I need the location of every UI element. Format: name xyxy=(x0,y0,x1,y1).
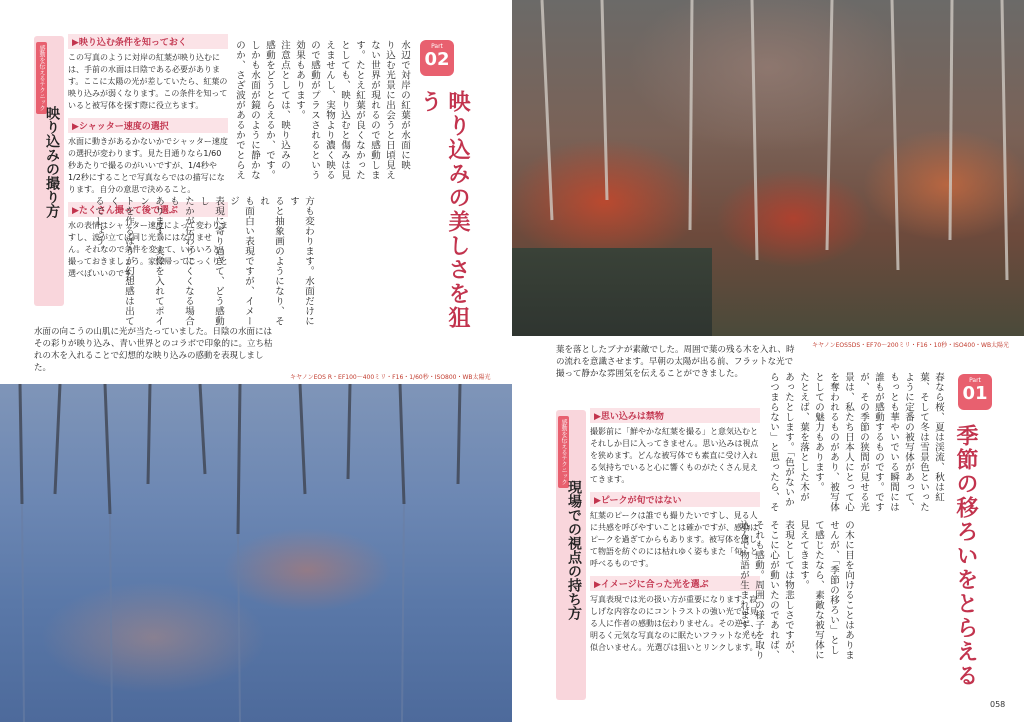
tip-heading: ▶思い込みは禁物 xyxy=(590,408,760,423)
body-text-right-lower xyxy=(738,520,856,670)
body-line: としても、映り込むと傷みは見 xyxy=(339,40,350,180)
part-number: 01 xyxy=(962,383,988,404)
part-number: 02 xyxy=(424,49,450,70)
body-line: せんが、「季節の移ろい」とし xyxy=(828,520,839,656)
photo-credit-right: キヤノンEOS5DS・EF70〜200ミリ・F16・10秒・ISO400・WB太陽光 xyxy=(812,342,1010,349)
technique-tag: 感動を伝えるテクニック xyxy=(558,416,569,488)
body-line: り込む光景に出会うと日頃見え xyxy=(384,40,395,180)
body-line: す。たとえ紅葉が良くなかった xyxy=(354,40,365,180)
body-line: としての魅力もあります。 xyxy=(813,372,824,492)
tips-right xyxy=(590,408,760,660)
tip-body: 水面に動きがあるかないかでシャッター速度の選択が変わります。見た目通りなら1/60秒あたりで撮るのがいいですが、1/4秒や1/2秒にすることで写真ならではの描写になります。自分の意思で決めること。 xyxy=(68,137,228,194)
technique-box-right xyxy=(556,410,586,700)
body-line: ように定番の被写体があって、 xyxy=(903,372,914,512)
body-line: そこに心が動いたのであれば、 xyxy=(768,520,779,660)
body-line: たとえば、葉を落とした木が xyxy=(798,372,809,502)
body-line: のか、さざ波があるかでとらえ xyxy=(234,40,245,180)
right-page xyxy=(512,0,1024,722)
body-line: の木に目を向けることはありま xyxy=(843,520,854,660)
tip-body: この写真のように対岸の紅葉が映り込むには、手前の水面は日陰である必要があります。ここに太陽の光が差していたら、紅葉の映り込みが弱くなります。この条件を知っていると被写体を探す際に役立ちます。 xyxy=(68,53,228,110)
body-line: 方も変わります。水面だけにす xyxy=(288,196,314,326)
tip-heading: ▶たくさん撮って後で選ぶ xyxy=(68,202,228,217)
technique-tag: 感動を伝えるテクニック xyxy=(36,42,47,114)
body-line: しかも水面が鏡のように静かな xyxy=(249,40,260,180)
tip-heading: ▶ピークが旬ではない xyxy=(590,492,760,507)
part-badge-right xyxy=(958,374,992,410)
body-line: 込んで物語が生まれます。 xyxy=(738,520,749,640)
tip-heading: ▶映り込む条件を知っておく xyxy=(68,34,228,49)
body-line: 感動をどうとらえるか、です。 xyxy=(264,40,275,180)
page-number: 058 xyxy=(990,700,1006,709)
body-line: 景は、私たち日本人にとって心 xyxy=(843,372,854,512)
headline-left: 映り込みの美しさを狙う xyxy=(417,90,471,330)
technique-box-left xyxy=(34,36,64,306)
tip-body: 水の表情はシャッター速度によって変わりますし、波が立てば同じ光景にはなりません。それなので条件を変えて、いろいろと撮っておきましょう。家に帰ってじっくりと選べばいいのです。 xyxy=(68,221,228,278)
body-line: トを作るほうが幻想感は出てく xyxy=(108,196,134,326)
photo-caption-right: 葉を落としたブナが素敵でした。周囲で葉の残る木を入れ、時の流れを意識させます。早朝の太陽が出る前、フラットな光で撮って静かな雰囲気を伝えることができました。 xyxy=(556,345,795,379)
body-line: 見えてきます。 xyxy=(798,520,809,590)
body-line: 表現としては物悲しさですが、 xyxy=(783,520,794,660)
body-line: を奪われるものがあり、被写体 xyxy=(828,372,839,512)
body-line: ので感動がプラスされるという xyxy=(309,40,320,180)
body-line: 春なら桜、夏は渓流、秋は紅 xyxy=(933,372,944,502)
photo-credit-left: キヤノンEOS R・EF100〜400ミリ・F16・1/60秒・ISO800・WB太陽光 xyxy=(290,374,491,381)
body-line: るでしょう。 xyxy=(93,196,104,256)
body-line: えませんし、実物より濃く映る xyxy=(324,40,335,180)
forest-photo xyxy=(512,0,1024,336)
body-line: も面白い表現ですが、イメージ xyxy=(228,196,254,326)
tip-heading: ▶シャッター速度の選択 xyxy=(68,118,228,133)
part-badge-left xyxy=(420,40,454,76)
technique-title: 現場での視点の持ち方 xyxy=(566,480,582,620)
headline-right: 季節の移ろいをとらえる xyxy=(953,424,979,688)
body-line: もっとも華やいでいる瞬間には xyxy=(888,372,899,512)
reflection-photo xyxy=(0,384,512,722)
body-line: 効果もあります。 xyxy=(294,40,305,120)
body-line: て感じたなら、素敵な被写体に xyxy=(813,520,824,660)
body-line: 誰もが感動するものです。です xyxy=(873,372,884,512)
body-line: あったとします。「色がないか xyxy=(783,372,794,508)
photo-caption-left: 水面の向こうの山肌に光が当たっていました。日陰の水面にはその彩りが映り込み、青い世界とのコラボで印象的に。立ち枯れの木を入れることで幻想的な映り込みの感動を表現しました。 xyxy=(34,327,273,373)
body-line: 水辺で対岸の紅葉が水面に映 xyxy=(399,40,410,170)
body-line: 葉、そして冬は雪景色といった xyxy=(918,372,929,512)
tip-heading: ▶イメージに合った光を選ぶ xyxy=(590,576,760,591)
tip-body: 紅葉のピークは誰でも撮りたいですし、見る人に共感を呼びやすいことは確かですが、感動はピークを過ぎてからもあります。被写体を通して物語を紡ぐのには枯れゆく姿もまた「旬」と呼べるものです。 xyxy=(590,511,758,568)
body-line: それも感動。周囲の様子を取り xyxy=(753,520,764,660)
body-line: らつまらない」と思ったら、そ xyxy=(768,372,779,512)
body-line: 注意点としては、映り込みの xyxy=(279,40,290,170)
tip-body: 写真表現では光の扱い方が重要になります。寂しげな内容なのにコントラストの強い光では見る人に作者の感動は伝わりません。その逆に、明るく元気な写真なのに眠たいフラットな光も似合いません。光選びは狙いとリンクします。 xyxy=(590,595,759,652)
body-line: あります。実像を入れてポイン xyxy=(138,196,164,326)
body-line: が、その季節の狭間が見せる光 xyxy=(858,372,869,512)
part-label: Part xyxy=(969,377,981,384)
part-label: Part xyxy=(431,43,443,50)
body-line: ると抽象画のようになり、それ xyxy=(258,196,284,326)
body-line: 表現に寄り過ぎて、どう感動し xyxy=(198,196,224,326)
body-line: ない世界が現れるので感動しま xyxy=(369,40,380,180)
body-line: たかが伝わりにくくなる場合も xyxy=(168,196,194,326)
technique-title: 映り込みの撮り方 xyxy=(44,106,60,218)
tip-body: 撮影前に「鮮やかな紅葉を撮る」と意気込むとそれしか目に入ってきません。思い込みは視点を狭めます。どんな被写体でも素直に受け入れる気持ちでいると心に響くものがたくさん見えてきます。 xyxy=(590,427,759,484)
